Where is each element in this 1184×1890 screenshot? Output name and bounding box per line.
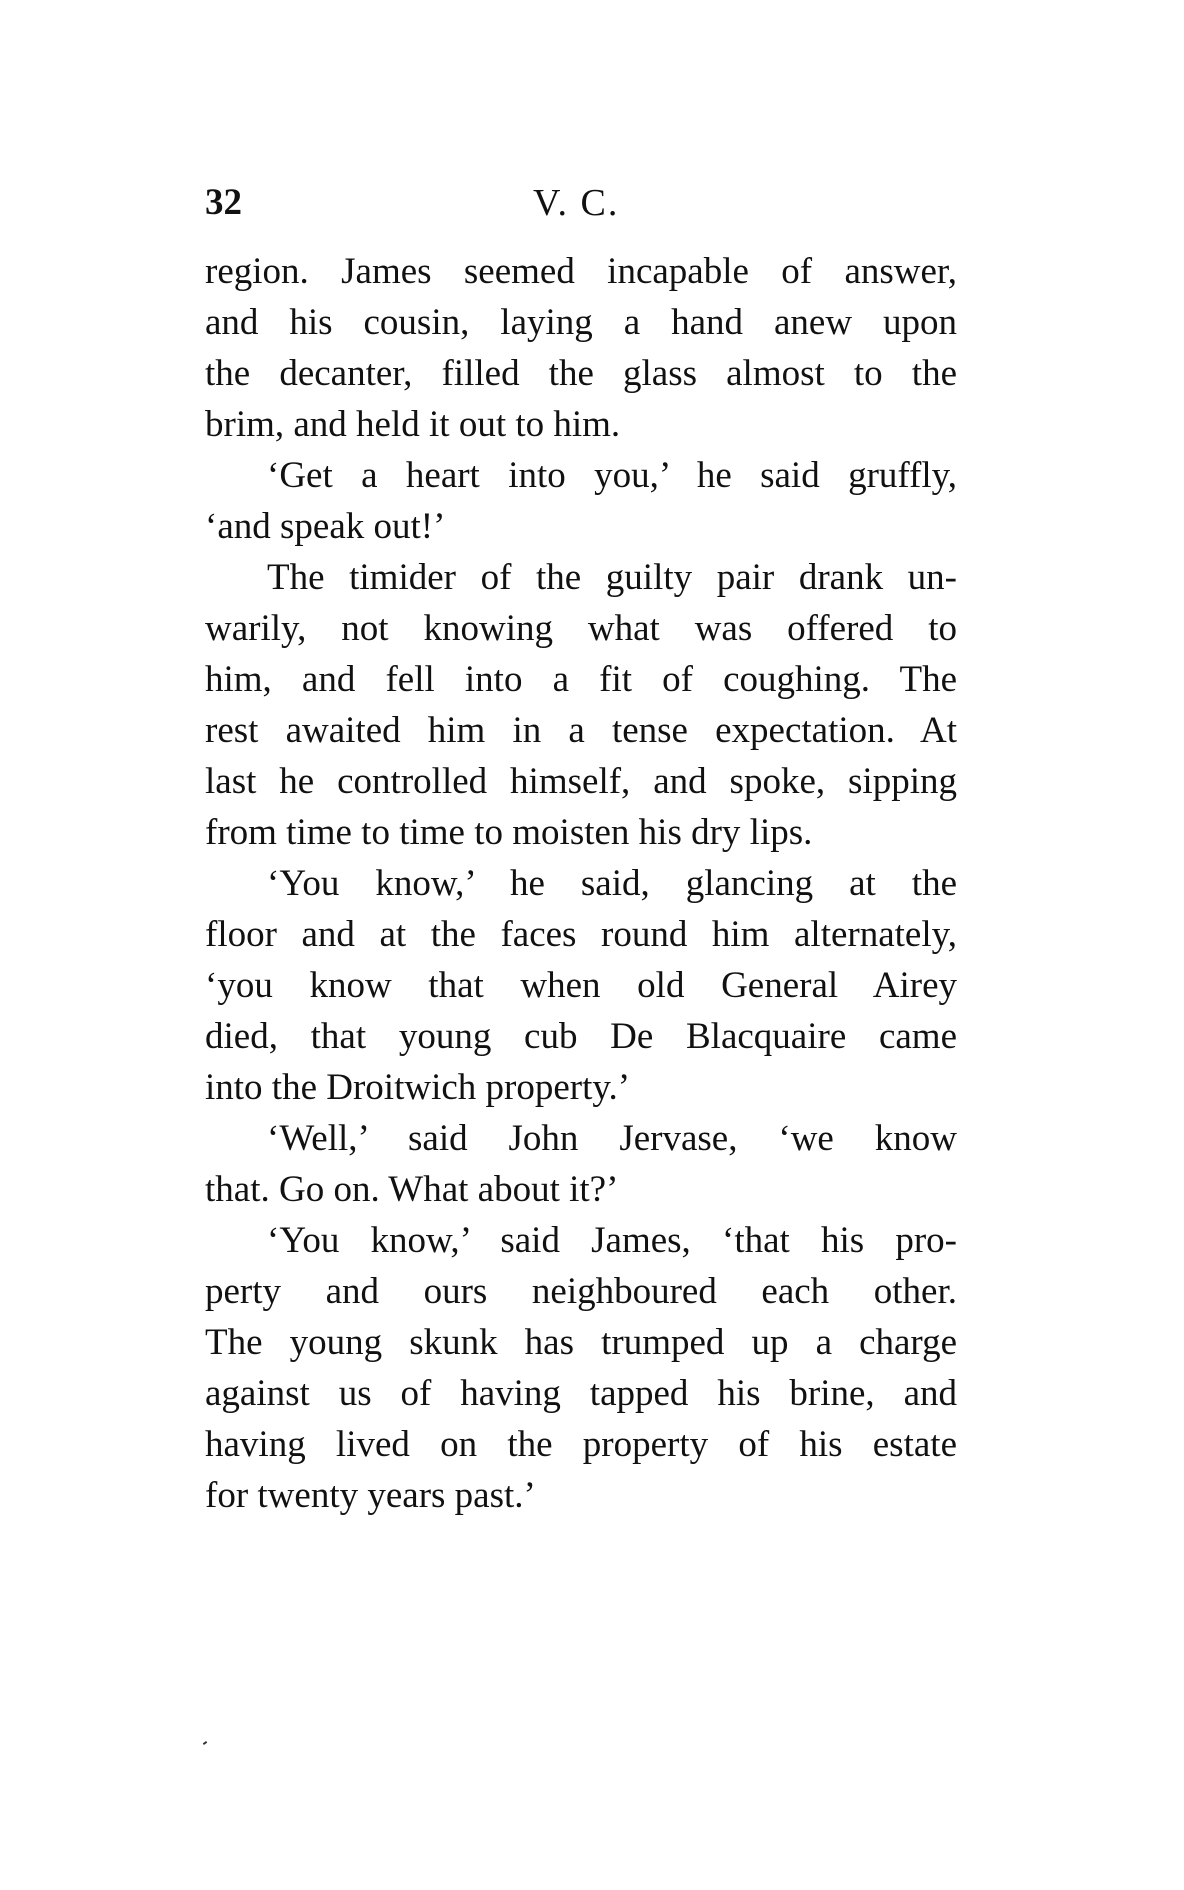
text-line: region. James seemed incapable of answer,: [205, 251, 957, 292]
page-number: 32: [205, 182, 242, 223]
text-line: ‘Get a heart into you,’ he said gruffly,: [267, 455, 957, 496]
text-line: ‘you know that when old General Airey: [205, 965, 957, 1006]
body-text: [205, 246, 957, 1521]
text-line: last he controlled himself, and spoke, sipping: [205, 761, 957, 802]
text-line: ‘You know,’ said James, ‘that his pro-: [267, 1220, 957, 1261]
text-line: rest awaited him in a tense expectation. At: [205, 710, 957, 751]
text-line: him, and fell into a fit of coughing. The: [205, 659, 957, 700]
text-line: brim, and held it out to him.: [205, 404, 621, 445]
text-line: from time to time to moisten his dry lips.: [205, 812, 813, 853]
text-line: the decanter, filled the glass almost to the: [205, 353, 957, 394]
text-line: The timider of the guilty pair drank un-: [267, 557, 957, 598]
text-line: floor and at the faces round him alternately,: [205, 914, 957, 955]
text-line: ‘You know,’ he said, glancing at the: [267, 863, 957, 904]
text-line: and his cousin, laying a hand anew upon: [205, 302, 957, 343]
text-line: for twenty years past.’: [205, 1475, 536, 1516]
page-header: [205, 178, 957, 228]
text-line: died, that young cub De Blacquaire came: [205, 1016, 957, 1057]
text-line: ‘Well,’ said John Jervase, ‘we know: [267, 1118, 957, 1159]
scan-speck: [203, 1741, 207, 1745]
text-line: The young skunk has trumped up a charge: [205, 1322, 957, 1363]
text-line: against us of having tapped his brine, and: [205, 1373, 957, 1414]
text-line: perty and ours neighboured each other.: [205, 1271, 957, 1312]
text-line: having lived on the property of his estate: [205, 1424, 957, 1465]
text-line: ‘and speak out!’: [205, 506, 446, 547]
text-line: that. Go on. What about it?’: [205, 1169, 619, 1210]
running-head: V. C.: [533, 182, 620, 224]
text-line: warily, not knowing what was offered to: [205, 608, 957, 649]
text-line: into the Droitwich property.’: [205, 1067, 631, 1108]
